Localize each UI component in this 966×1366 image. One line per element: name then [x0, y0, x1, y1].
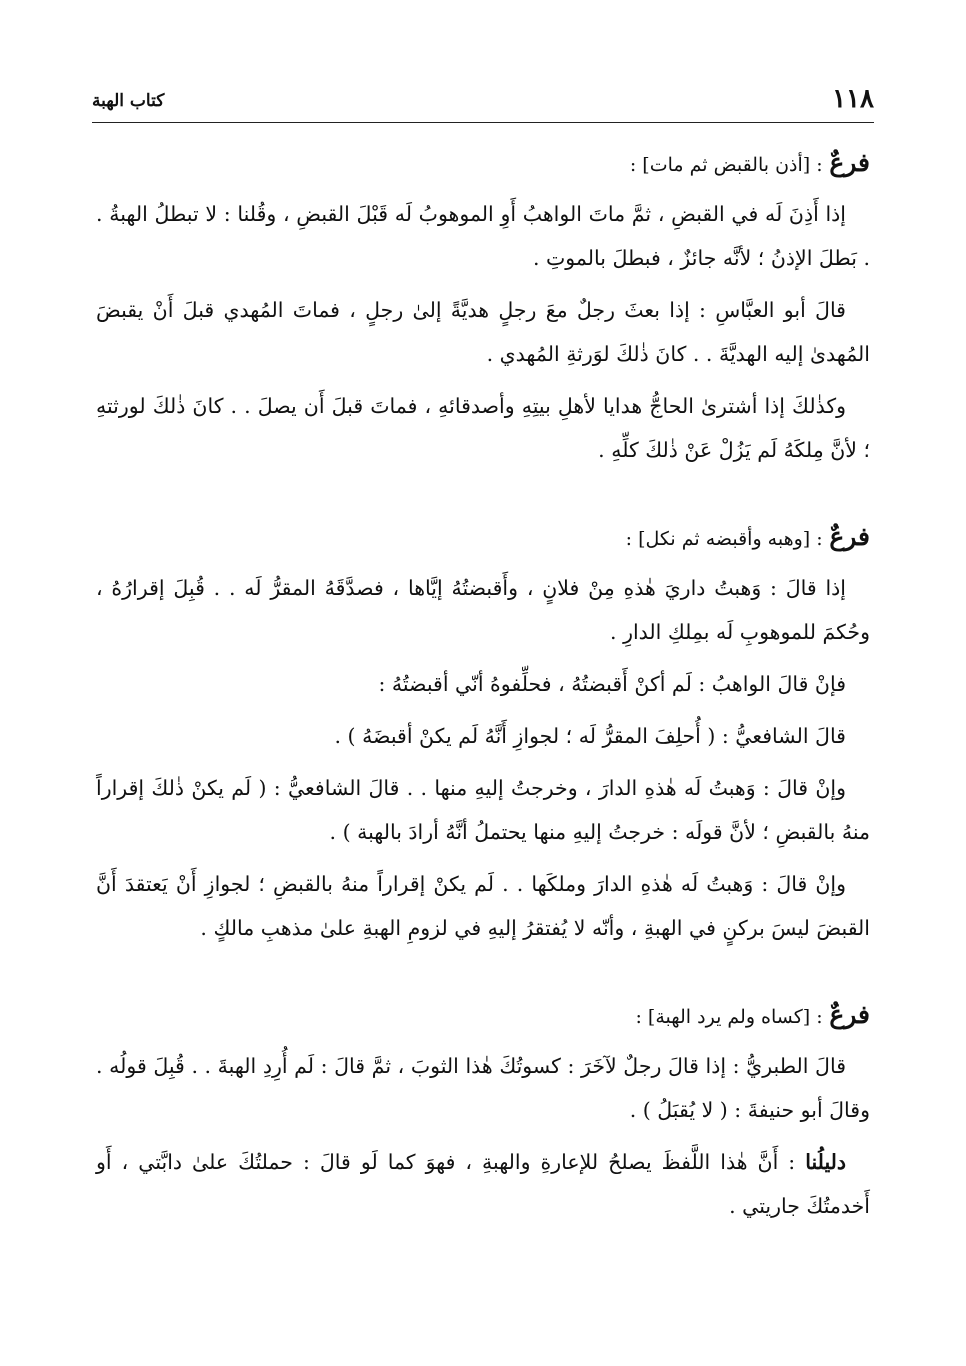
paragraph: إذا أَذِنَ لَه في القبضِ ، ثمَّ ماتَ الواهبُ أَوِ الموهوبُ لَه قَبْلَ القبضِ ، وقُلنا : لا تبطلُ الهبةُ . . بَطلَ الإذنُ ؛ لأنَّه جائزٌ ، فبطلَ بالموتِ .: [96, 202, 870, 270]
running-title: كتاب الهبة: [92, 91, 165, 111]
section-2: [96, 514, 870, 950]
paragraph: إذا قالَ : وَهبتُ داريَ هٰذهِ مِنْ فلانٍ ، وأَقبضتُهُ إيَّاها ، فصدَّقَهُ المقرُّ لَه . . قُبِلَ إقرارُهُ ، وحُكمَ للموهوبِ لَه بمِلكِ الدارِ .: [96, 576, 870, 644]
far-word: فرعٌ: [829, 1000, 870, 1029]
page-number: ١١٨: [832, 84, 874, 114]
paragraph: وكذٰلكَ إذا أشترىٰ الحاجُّ هدايا لأهلِ بيتِهِ وأصدقائهِ ، فماتَ قبلَ أَن يصلَ . . كانَ ذٰلكَ لورثتهِ ؛ لأنَّ مِلكَهُ لَم يَزُلْ عَنْ ذٰلكَ كلِّهِ .: [96, 394, 870, 462]
paragraph: قالَ الشافعيُّ : ( أُحلِفَ المقرُّ لَه ؛ لجوازِ أَنَّهُ لَم يكنْ أقبضَهُ ) .: [334, 724, 846, 748]
paragraph: فإنْ قالَ الواهبُ : لَم أكنْ أَقبضتُهُ ، فحلِّفوهُ أنّي أقبضتُهُ :: [378, 672, 846, 696]
page-header: [92, 82, 874, 123]
section-label: : [أذن بالقبض ثم مات] :: [629, 154, 823, 176]
paragraph: قالَ أبو العبَّاسِ : إذا بعثَ رجلٌ معَ رجلٍ هديَّةً إلىٰ رجلٍ ، فماتَ المُهدي قبلَ أَنْ يقبضَ المُهدىٰ إليه الهديَّةَ . . كانَ ذٰلكَ لوَرثةِ المُهدي .: [96, 298, 870, 366]
section-label: : [كساه ولم يرد الهبة] :: [635, 1006, 823, 1028]
far-word: فرعٌ: [829, 148, 870, 177]
section-heading: [96, 514, 870, 562]
section-heading: [96, 140, 870, 188]
far-word: فرعٌ: [829, 522, 870, 551]
section-heading: [96, 992, 870, 1040]
section-1: [96, 140, 870, 472]
page-content: [96, 140, 870, 1236]
paragraph: وإنْ قالَ : وَهبتُ لَه هٰذهِ الدارَ وملكَها . . لَم يكنْ إقراراً منهُ بالقبضِ ؛ لجوازِ أَنْ يَعتقدَ أَنَّ القبضَ ليسَ بركنٍ في الهبةِ ، وأنّه لا يُفتقرُ إليهِ في لزومِ الهبةِ علىٰ مذهبِ مالكٍ .: [96, 872, 870, 940]
paragraph: دليلُنا : أَنَّ هٰذا اللَّفظَ يصلحُ للإعارةِ والهبةِ ، فهوَ كما لَو قالَ : حملتُكَ علىٰ دابَّتي ، أَو أَخدمتُكَ جاريتي .: [96, 1150, 870, 1218]
lead-word: دليلُنا: [805, 1150, 846, 1174]
paragraph: وإنْ قالَ : وَهبتُ لَه هٰذهِ الدارَ ، وخرجتُ إليهِ منها . . قالَ الشافعيُّ : ( لَم يكنْ ذٰلكَ إقراراً منهُ بالقبضِ ؛ لأنَّ قولَه : خرجتُ إليهِ منها يحتملُ أنَّهُ أرادَ بالهبة ) .: [96, 776, 870, 844]
section-label: : [وهبه وأقبضه ثم نكل] :: [625, 528, 823, 550]
paragraph: قالَ الطبريُّ : إذا قالَ رجلٌ لآخَرَ : كسوتُكَ هٰذا الثوبَ ، ثمَّ قالَ : لَم أُرِدِ الهبةَ . . قُبِلَ قولُه . وقالَ أبو حنيفةَ : ( لا يُقبَلُ ) .: [96, 1054, 870, 1122]
section-3: [96, 992, 870, 1228]
